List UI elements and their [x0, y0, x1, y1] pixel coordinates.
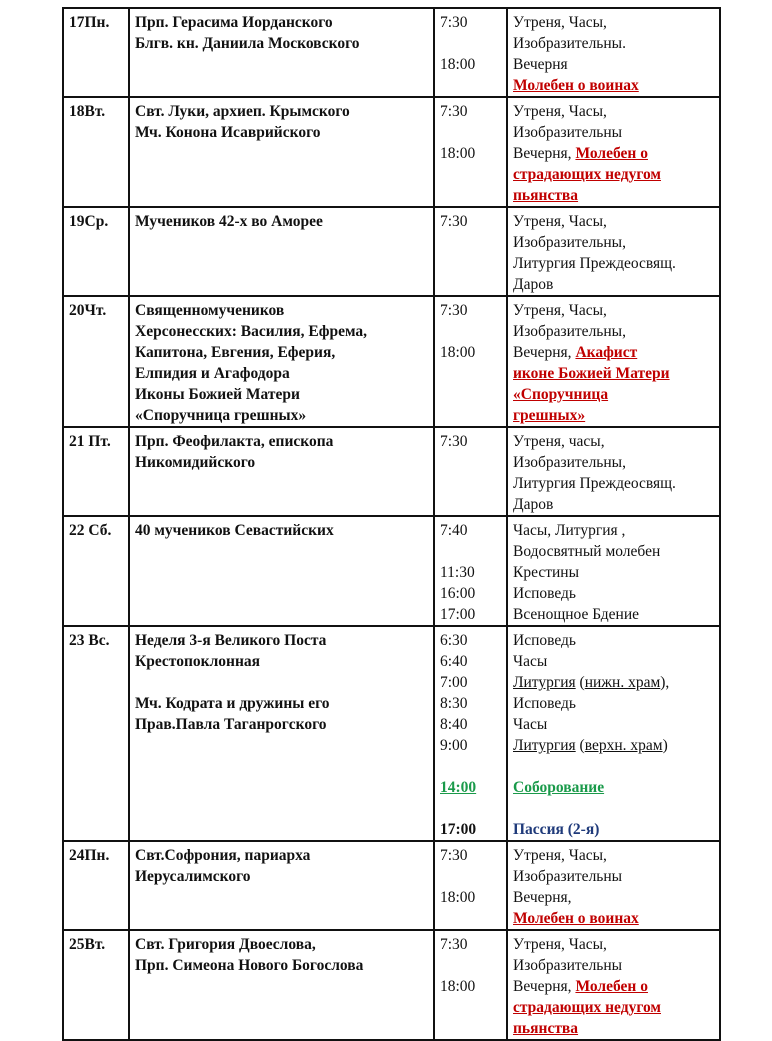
- saint-line: Мч. Конона Исаврийского: [135, 124, 321, 141]
- saint-cell: [129, 97, 434, 207]
- time-line: [440, 798, 501, 819]
- service-line: пьянства: [513, 1020, 579, 1037]
- service-line: Утреня, Часы,: [513, 847, 607, 864]
- time-line: 18:00: [440, 889, 476, 906]
- time-line: 11:30: [440, 564, 475, 581]
- time-line: 7:30: [440, 103, 468, 120]
- time-line: 18:00: [440, 344, 476, 361]
- service-cell: [507, 207, 720, 296]
- time-line: 6:40: [440, 653, 468, 670]
- service-part: Литургия: [513, 737, 576, 754]
- service-line: Крестины: [513, 564, 580, 581]
- service-line: Изобразительны,: [513, 454, 626, 471]
- time-line: 16:00: [440, 585, 476, 602]
- time-cell: [434, 97, 507, 207]
- service-line: Вечерня: [513, 56, 568, 73]
- service-line: [513, 672, 714, 693]
- schedule-row: [63, 8, 720, 97]
- service-cell: [507, 841, 720, 930]
- service-part: нижн. храм: [584, 674, 661, 691]
- schedule-row: [63, 97, 720, 207]
- service-part: Вечерня,: [513, 145, 576, 162]
- service-line: [513, 342, 714, 363]
- service-line: Исповедь: [513, 632, 576, 649]
- service-line: Утреня, Часы,: [513, 936, 607, 953]
- time-line: 17:00: [440, 606, 476, 623]
- service-line: Всенощное Бдение: [513, 606, 640, 623]
- time-line: [440, 756, 501, 777]
- day-cell: 24Пн.: [63, 841, 129, 930]
- time-cell: [434, 427, 507, 516]
- time-line: 9:00: [440, 737, 468, 754]
- time-line: 7:40: [440, 522, 468, 539]
- time-line: 8:40: [440, 716, 468, 733]
- service-line: Исповедь: [513, 585, 576, 602]
- saint-line: Мучеников 42-х во Аморее: [135, 213, 323, 230]
- schedule-row: [63, 841, 720, 930]
- saint-line: Блгв. кн. Даниила Московского: [135, 35, 360, 52]
- saint-line: Свт. Луки, архиеп. Крымского: [135, 103, 350, 120]
- time-line: [440, 321, 501, 342]
- service-cell: [507, 296, 720, 427]
- saint-line: Никомидийского: [135, 454, 256, 471]
- saint-line: Неделя 3-я Великого Поста: [135, 632, 327, 649]
- service-cell: [507, 427, 720, 516]
- service-line: грешных»: [513, 407, 586, 424]
- service-line: Часы: [513, 653, 548, 670]
- time-line: [440, 955, 501, 976]
- time-line: 8:30: [440, 695, 468, 712]
- service-line: страдающих недугом: [513, 166, 661, 183]
- time-line: 7:30: [440, 213, 468, 230]
- time-cell: [434, 516, 507, 626]
- saint-line: Херсонесских: Василия, Ефрема,: [135, 323, 368, 340]
- saint-line: Иконы Божией Матери: [135, 386, 300, 403]
- service-part: Акафист: [575, 344, 638, 361]
- service-cell: [507, 97, 720, 207]
- saint-line: Прп. Феофилакта, епископа: [135, 433, 334, 450]
- service-line: Литургия Преждеосвящ.: [513, 255, 676, 272]
- service-line: Изобразительны.: [513, 35, 626, 52]
- service-part: Молебен о: [575, 145, 648, 162]
- time-line: 18:00: [440, 978, 476, 995]
- saint-line: Иерусалимского: [135, 868, 251, 885]
- service-line: Изобразительны,: [513, 323, 626, 340]
- time-line: 7:30: [440, 302, 468, 319]
- saint-line: Крестопоклонная: [135, 653, 261, 670]
- time-cell: [434, 296, 507, 427]
- service-line: Часы, Литургия ,: [513, 522, 626, 539]
- day-cell: 19Ср.: [63, 207, 129, 296]
- service-line: Исповедь: [513, 695, 576, 712]
- day-cell: 20Чт.: [63, 296, 129, 427]
- service-line: страдающих недугом: [513, 999, 661, 1016]
- time-cell: [434, 841, 507, 930]
- time-line: 6:30: [440, 632, 468, 649]
- service-part: (: [575, 674, 585, 691]
- day-cell: 21 Пт.: [63, 427, 129, 516]
- service-line: Утреня, Часы,: [513, 213, 607, 230]
- schedule-table: [62, 7, 721, 1041]
- saint-cell: [129, 8, 434, 97]
- time-line: 17:00: [440, 821, 477, 838]
- service-part: верхн. храм: [584, 737, 663, 754]
- saint-cell: [129, 296, 434, 427]
- day-cell: 17Пн.: [63, 8, 129, 97]
- time-line: 18:00: [440, 145, 476, 162]
- service-line: пьянства: [513, 187, 579, 204]
- time-line: [440, 541, 501, 562]
- schedule-row: [63, 296, 720, 427]
- service-line: Часы: [513, 716, 548, 733]
- time-line: 7:00: [440, 674, 468, 691]
- service-line: [513, 976, 714, 997]
- saint-line: Священномучеников: [135, 302, 285, 319]
- service-line: Утреня, часы,: [513, 433, 605, 450]
- time-line: [440, 33, 501, 54]
- service-line: Водосвятный молебен: [513, 543, 661, 560]
- day-cell: 23 Вс.: [63, 626, 129, 841]
- time-line: [440, 866, 501, 887]
- day-cell: 18Вт.: [63, 97, 129, 207]
- service-line: [513, 756, 714, 777]
- service-part: Вечерня,: [513, 344, 576, 361]
- time-line: 18:00: [440, 56, 476, 73]
- schedule-body: [63, 8, 720, 1040]
- schedule-row: [63, 427, 720, 516]
- saint-line: Елпидия и Агафодора: [135, 365, 290, 382]
- time-line: 7:30: [440, 936, 468, 953]
- service-line: иконе Божией Матери: [513, 365, 670, 382]
- saint-cell: [129, 427, 434, 516]
- service-line: Утреня, Часы,: [513, 14, 607, 31]
- service-part: ),: [660, 674, 670, 691]
- service-line: Утреня, Часы,: [513, 302, 607, 319]
- saint-cell: [129, 516, 434, 626]
- service-cell: [507, 626, 720, 841]
- service-line: Изобразительны: [513, 124, 623, 141]
- saint-line: «Споручница грешных»: [135, 407, 307, 424]
- day-cell: 25Вт.: [63, 930, 129, 1040]
- time-line: 7:30: [440, 14, 468, 31]
- service-line: [513, 798, 714, 819]
- time-cell: [434, 626, 507, 841]
- service-part: (: [575, 737, 585, 754]
- service-line: Даров: [513, 276, 554, 293]
- day-cell: 22 Сб.: [63, 516, 129, 626]
- saint-line: Прп. Симеона Нового Богослова: [135, 957, 364, 974]
- saint-line: Прп. Герасима Иорданского: [135, 14, 333, 31]
- saint-line: Прав.Павла Таганрогского: [135, 716, 327, 733]
- service-line: Даров: [513, 496, 554, 513]
- time-cell: [434, 207, 507, 296]
- service-line: Молебен о воинах: [513, 910, 639, 927]
- service-line: Изобразительны,: [513, 234, 626, 251]
- service-line: «Споручница: [513, 386, 609, 403]
- service-cell: [507, 8, 720, 97]
- saint-line: Свт. Григория Двоеслова,: [135, 936, 316, 953]
- service-line: Пассия (2-я): [513, 821, 600, 838]
- time-line: 7:30: [440, 433, 468, 450]
- service-line: Молебен о воинах: [513, 77, 639, 94]
- service-line: Соборование: [513, 779, 605, 796]
- service-line: [513, 735, 714, 756]
- schedule-row: [63, 626, 720, 841]
- service-line: Вечерня,: [513, 889, 572, 906]
- saint-line: Свт.Софрония, париарха: [135, 847, 311, 864]
- saint-cell: [129, 841, 434, 930]
- saint-line: [135, 672, 428, 693]
- service-line: [513, 143, 714, 164]
- service-part: Молебен о: [575, 978, 648, 995]
- schedule-row: [63, 207, 720, 296]
- saint-line: 40 мучеников Севастийских: [135, 522, 334, 539]
- saint-cell: [129, 626, 434, 841]
- service-part: Вечерня,: [513, 978, 576, 995]
- schedule-row: [63, 516, 720, 626]
- time-line: [440, 122, 501, 143]
- saint-line: Капитона, Евгения, Еферия,: [135, 344, 336, 361]
- service-cell: [507, 516, 720, 626]
- service-line: Изобразительны: [513, 868, 623, 885]
- time-line: 14:00: [440, 779, 477, 796]
- time-cell: [434, 8, 507, 97]
- time-line: 7:30: [440, 847, 468, 864]
- service-part: Литургия: [513, 674, 576, 691]
- service-line: Литургия Преждеосвящ.: [513, 475, 676, 492]
- service-part: ): [662, 737, 668, 754]
- saint-line: Мч. Кодрата и дружины его: [135, 695, 330, 712]
- service-line: Изобразительны: [513, 957, 623, 974]
- saint-cell: [129, 207, 434, 296]
- service-line: Утреня, Часы,: [513, 103, 607, 120]
